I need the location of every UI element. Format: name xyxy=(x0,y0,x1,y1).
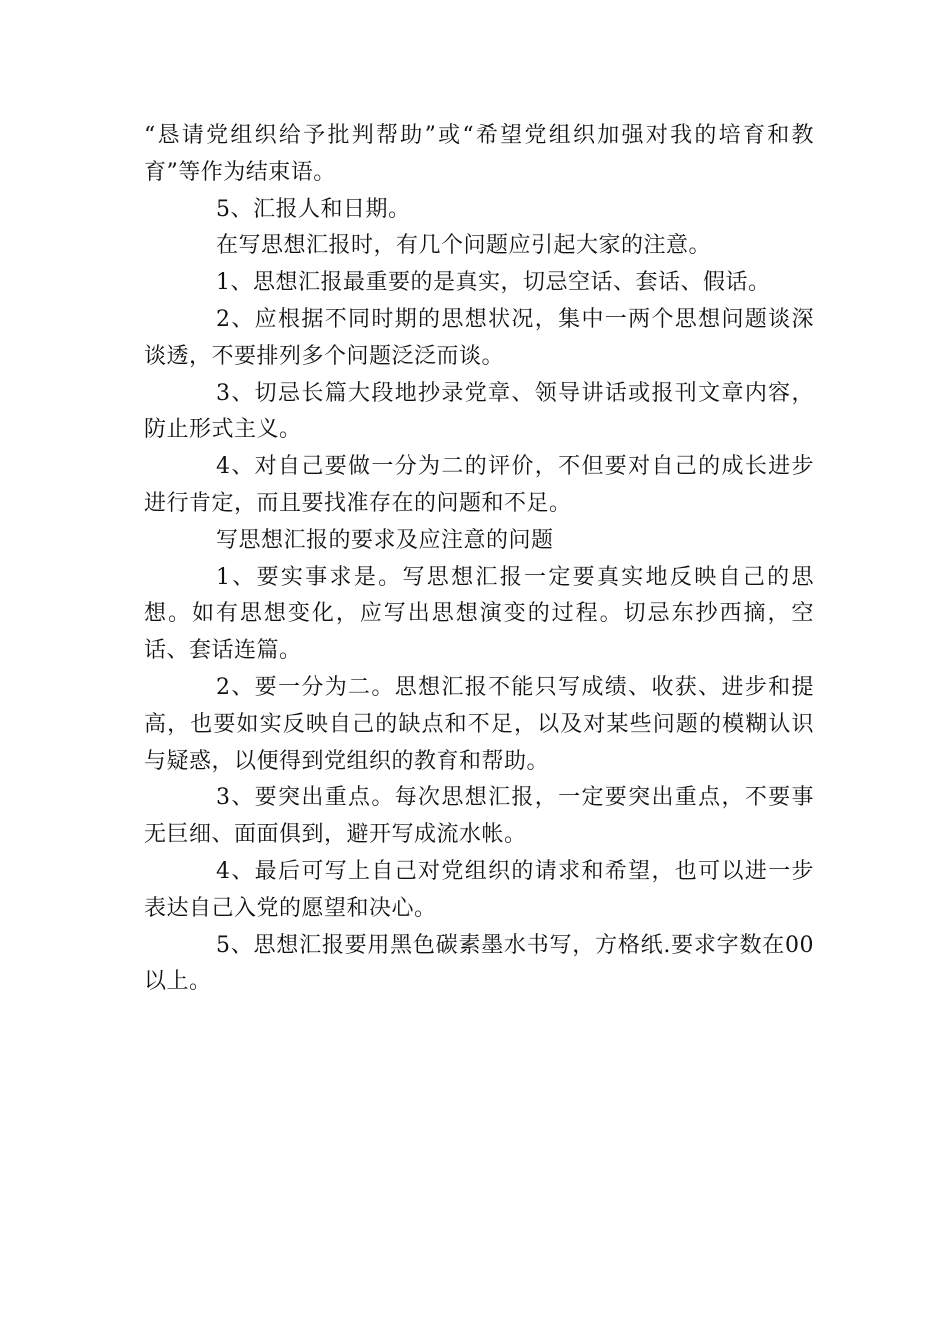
paragraph-13: 5、思想汇报要用黑色碳素墨水书写，方格纸.要求字数在00以上。 xyxy=(144,932,814,995)
document-body xyxy=(144,118,814,1001)
paragraph-11: 3、要突出重点。每次思想汇报，一定要突出重点，不要事无巨细、面面俱到，避开写成流水帐。 xyxy=(144,785,814,848)
paragraph-6: 3、切忌长篇大段地抄录党章、领导讲话或报刊文章内容，防止形式主义。 xyxy=(144,380,814,443)
paragraph-10: 2、要一分为二。思想汇报不能只写成绩、收获、进步和提高，也要如实反映自己的缺点和不足，以及对某些问题的模糊认识与疑惑，以便得到党组织的教育和帮助。 xyxy=(144,674,814,774)
paragraph-5: 2、应根据不同时期的思想状况，集中一两个思想问题谈深谈透，不要排列多个问题泛泛而谈。 xyxy=(144,306,814,369)
section-heading: 写思想汇报的要求及应注意的问题 xyxy=(216,527,554,553)
paragraph-4: 1、思想汇报最重要的是真实，切忌空话、套话、假话。 xyxy=(216,270,771,296)
paragraph-9: 1、要实事求是。写思想汇报一定要真实地反映自己的思想。如有思想变化，应写出思想演变的过程。切忌东抄西摘，空话、套话连篇。 xyxy=(144,564,814,664)
paragraph-2: 5、汇报人和日期。 xyxy=(216,196,411,222)
paragraph-3: 在写思想汇报时，有几个问题应引起大家的注意。 xyxy=(216,233,712,259)
paragraph-12: 4、最后可写上自己对党组织的请求和希望，也可以进一步表达自己入党的愿望和决心。 xyxy=(144,858,814,921)
paragraph-7: 4、对自己要做一分为二的评价，不但要对自己的成长进步进行肯定，而且要找准存在的问题和不足。 xyxy=(144,454,814,516)
paragraph-1: “恳请党组织给予批判帮助”或“希望党组织加强对我的培育和教育”等作为结束语。 xyxy=(144,123,814,185)
